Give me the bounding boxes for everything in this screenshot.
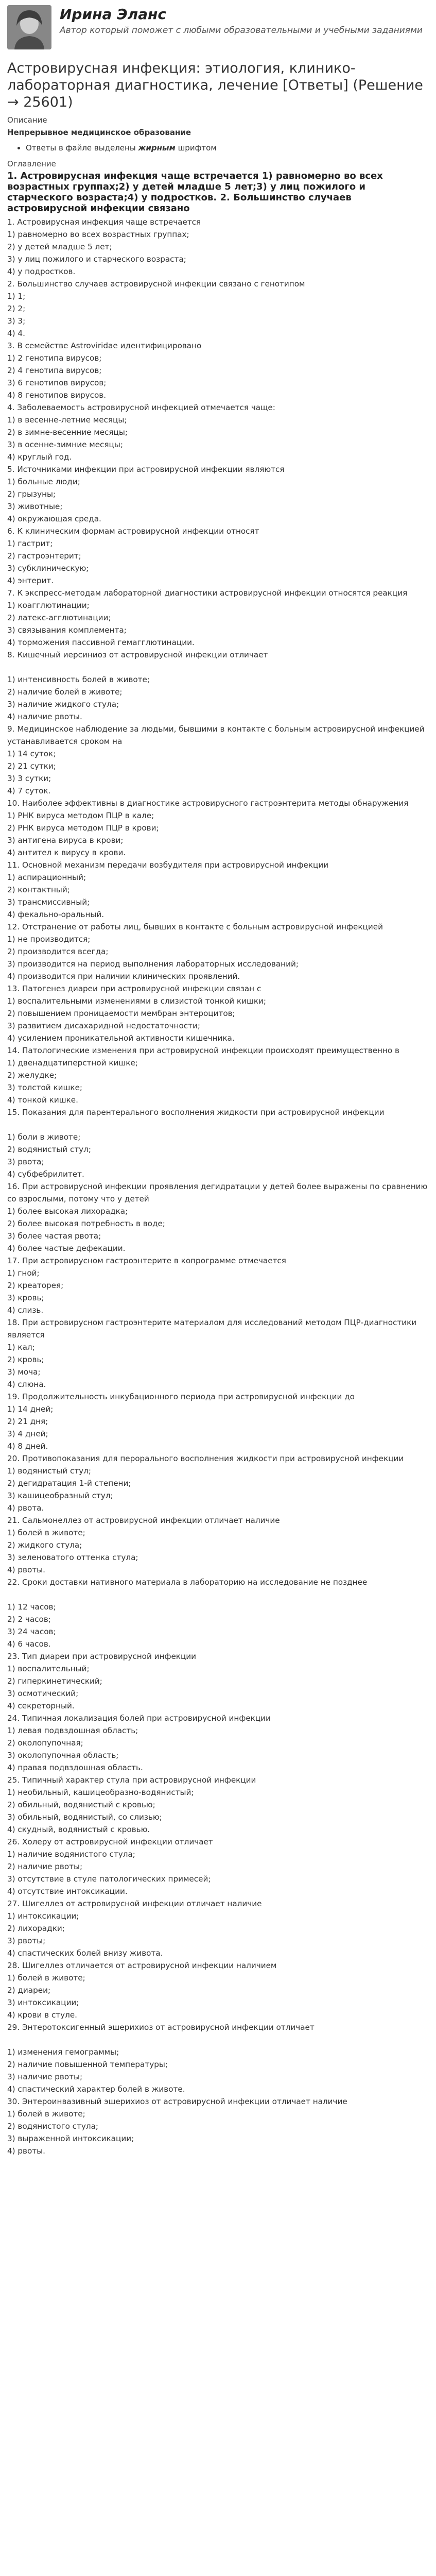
content-line: 1) коагглютинации; — [7, 601, 90, 610]
content-line: 1) воспалительными изменениями в слизистой тонкой кишки; — [7, 996, 267, 1006]
content-line: 3) околопупочная область; — [7, 1751, 119, 1760]
content-line: 2) желудке; — [7, 1071, 57, 1080]
content-line: 3) субклиническую; — [7, 564, 89, 573]
content-line: 2) кровь; — [7, 1355, 44, 1364]
content-line: 2) околопупочная; — [7, 1738, 83, 1748]
content-line: 9. Медицинское наблюдение за людьми, бывшими в контакте с больным астровирусной инфекцией устанавливается сроком на — [7, 724, 425, 746]
content-line: 3) рвоты; — [7, 1936, 46, 1945]
content-line: 1) 2 генотипа вирусов; — [7, 353, 102, 363]
content-line: 3) развитием дисахаридной недостаточности; — [7, 1021, 200, 1030]
content-line: 3) животные; — [7, 502, 63, 511]
content-line: 2. Большинство случаев астровирусной инфекции связано с генотипом — [7, 279, 305, 289]
content-line: 4) крови в стуле. — [7, 2010, 78, 2020]
content-line: 2) контактный; — [7, 885, 70, 894]
content-line: 3) зеленоватого оттенка стула; — [7, 1553, 138, 1562]
content-line: 2) 2; — [7, 304, 26, 313]
content-line: 23. Тип диареи при астровирусной инфекции — [7, 1652, 197, 1661]
content-line: 4) скудный, водянистый с кровью. — [7, 1825, 150, 1834]
content-line: 1. Астровирусная инфекция чаще встречается — [7, 217, 201, 227]
content-line: 1) болей в животе; — [7, 1973, 85, 1982]
content-line: 3) моча; — [7, 1367, 41, 1377]
content-line: 2) жидкого стула; — [7, 1540, 82, 1550]
notes-list — [7, 142, 429, 154]
content-line: 4) производится при наличии клинических проявлений. — [7, 972, 240, 981]
content-line: 24. Типичная локализация болей при астровирусной инфекции — [7, 1714, 271, 1723]
content-line: 16. При астровирусной инфекции проявления дегидратации у детей более выражены по сравнению со взрослыми, потому что у детей — [7, 1182, 428, 1204]
toc-label: Оглавление — [7, 159, 56, 168]
content-line: 28. Шигеллез отличается от астровирусной инфекции наличием — [7, 1961, 277, 1970]
content-line: 2) 2 часов; — [7, 1615, 51, 1624]
content-line: 4. Заболеваемость астровирусной инфекцией отмечается чаще: — [7, 403, 275, 412]
content-line: 1) двенадцатиперстной кишке; — [7, 1058, 138, 1067]
content-line: 4) тонкой кишке. — [7, 1095, 78, 1105]
content-line: 2) в зимне-весенние месяцы; — [7, 428, 128, 437]
note-bold: жирным — [138, 143, 176, 152]
content-line: 26. Холеру от астровирусной инфекции отличает — [7, 1837, 213, 1846]
content-line: 2) у детей младше 5 лет; — [7, 242, 112, 251]
content-line: 1) водянистый стул; — [7, 1466, 91, 1476]
content-line: 2) креаторея; — [7, 1281, 64, 1290]
content-line: 3) рвота; — [7, 1157, 44, 1166]
content-line: 3) отсутствие в стуле патологических примесей; — [7, 1874, 211, 1884]
content-line: 19. Продолжительность инкубационного периода при астровирусной инфекции до — [7, 1392, 355, 1401]
content-line: 2) наличие повышенной температуры; — [7, 2060, 168, 2069]
content-line: 4) рвоты. — [7, 1565, 45, 1574]
content-line: 2) 4 генотипа вирусов; — [7, 366, 102, 375]
content-line: 1) 12 часов; — [7, 1602, 56, 1612]
note-prefix: Ответы в файле выделены — [26, 143, 138, 152]
content-line: 30. Энтероинвазивный эшерихиоз от астровирусной инфекции отличает наличие — [7, 2097, 347, 2106]
content-line: 3) 4 дней; — [7, 1429, 48, 1438]
author-description: Автор который поможет с любыми образовательными и учебными заданиями — [60, 25, 423, 36]
content-line: 3) осмотический; — [7, 1689, 79, 1698]
content-line: 4) 7 суток. — [7, 786, 51, 795]
content-line: 3) толстой кишке; — [7, 1083, 83, 1092]
content-line: 4) рвота. — [7, 1503, 44, 1513]
content-line: 4) энтерит. — [7, 576, 54, 585]
content-lines — [7, 216, 429, 2157]
content-line: 3. В семействе Astroviridae идентифицировано — [7, 341, 202, 350]
avatar — [7, 5, 51, 49]
author-block — [7, 5, 429, 49]
content-line: 27. Шигеллез от астровирусной инфекции отличает наличие — [7, 1899, 262, 1908]
content-line: 1) болей в животе; — [7, 2109, 85, 2119]
content-line: 21. Сальмонеллез от астровирусной инфекции отличает наличие — [7, 1516, 280, 1525]
content-line: 2) более высокая потребность в воде; — [7, 1219, 165, 1228]
content-line: 1) 14 дней; — [7, 1404, 54, 1414]
content-line: 3) производится на период выполнения лабораторных исследований; — [7, 959, 299, 969]
content-line: 3) более частая рвота; — [7, 1231, 101, 1241]
content-line: 1) болей в животе; — [7, 1528, 85, 1537]
content-line: 4) у подростков. — [7, 267, 76, 276]
content-line: 25. Типичный характер стула при астровирусной инфекции — [7, 1775, 256, 1785]
content-line: 4) торможения пассивной гемагглютинации. — [7, 638, 195, 647]
content-line: 1) РНК вируса методом ПЦР в кале; — [7, 811, 154, 820]
page-title: Астровирусная инфекция: этиология, клинико-лабораторная диагностика, лечение [Ответы] (Решение → 25601) — [7, 60, 423, 110]
content-line: 1) левая подвздошная область; — [7, 1726, 138, 1735]
content-line: 2) водянистый стул; — [7, 1145, 91, 1154]
content-line: 3) антигена вируса в крови; — [7, 836, 124, 845]
content-line: 4) секреторный. — [7, 1701, 75, 1710]
content-line: 3) 3 сутки; — [7, 774, 51, 783]
content-line: 15. Показания для парентерального восполнения жидкости при астровирусной инфекции — [7, 1108, 385, 1117]
content-line: 1) аспирационный; — [7, 873, 86, 882]
content-line: 1) необильный, кашицеобразно-водянистый; — [7, 1788, 194, 1797]
content-line — [7, 1118, 429, 1131]
content-line: 1) гастрит; — [7, 539, 53, 548]
content-line: 2) наличие рвоты; — [7, 1862, 83, 1871]
content-line — [7, 2033, 429, 2046]
content-line: 3) кровь; — [7, 1293, 44, 1302]
note-item — [26, 142, 429, 154]
content-line: 5. Источниками инфекции при астровирусной инфекции являются — [7, 465, 285, 474]
content-line: 4) наличие рвоты. — [7, 712, 82, 721]
content-line: 4) отсутствие интоксикации. — [7, 1887, 128, 1896]
content-line: 1) гной; — [7, 1268, 40, 1278]
content-line: 11. Основной механизм передачи возбудителя при астровирусной инфекции — [7, 860, 329, 870]
content-line: 1) изменения гемограммы; — [7, 2047, 119, 2057]
author-name[interactable]: Ирина Эланс — [60, 6, 166, 23]
content-line: 2) повышением проницаемости мембран энтероцитов; — [7, 1009, 235, 1018]
note-suffix: шрифтом — [175, 143, 217, 152]
content-line: 2) грызуны; — [7, 489, 56, 499]
content-line: 1) равномерно во всех возрастных группах; — [7, 230, 189, 239]
content-line: 3) наличие жидкого стула; — [7, 700, 119, 709]
content-line: 3) связывания комплемента; — [7, 625, 127, 635]
content-line: 2) гастроэнтерит; — [7, 551, 81, 561]
content-line: 1) более высокая лихорадка; — [7, 1207, 128, 1216]
content-line: 20. Противопоказания для перорального восполнения жидкости при астровирусной инфекции — [7, 1454, 404, 1463]
content-line: 4) спастических болей внизу живота. — [7, 1948, 163, 1958]
content-line: 4) 4. — [7, 329, 25, 338]
content-line: 1) больные люди; — [7, 477, 80, 486]
content-line: 3) в осенне-зимние месяцы; — [7, 440, 123, 449]
content-line: 2) латекс-агглютинации; — [7, 613, 111, 622]
description-label: Описание — [7, 115, 47, 125]
content-line: 6. К клиническим формам астровирусной инфекции относят — [7, 527, 259, 536]
content-line: 1) воспалительный; — [7, 1664, 90, 1673]
content-line: 10. Наиболее эффективны в диагностике астровирусного гастроэнтерита методы обнаружения — [7, 799, 409, 808]
lead-summary: 1. Астровирусная инфекция чаще встречается 1) равномерно во всех возрастных группах;2) у детей младше 5 лет;3) у лиц пожилого и старческого возраста;4) у подростков. 2. Большинство случаев астровирусной инфекции связано — [7, 171, 383, 214]
content-line: 1) не производится; — [7, 935, 91, 944]
content-line: 2) гиперкинетический; — [7, 1676, 102, 1686]
content-line: 4) 6 часов. — [7, 1639, 51, 1649]
content-line: 2) водянистого стула; — [7, 2122, 98, 2131]
content-line: 3) трансмиссивный; — [7, 897, 90, 907]
content-line: 4) спастический характер болей в животе. — [7, 2084, 185, 2094]
content-line: 4) рвоты. — [7, 2146, 45, 2156]
content-line: 4) круглый год. — [7, 452, 72, 462]
content-line: 2) лихорадки; — [7, 1924, 65, 1933]
content-line: 3) обильный, водянистый, со слизью; — [7, 1812, 162, 1822]
content-line: 2) дегидратация 1-й степени; — [7, 1479, 131, 1488]
content-line: 4) слизь. — [7, 1306, 44, 1315]
content-line: 7. К экспресс-методам лабораторной диагностики астровирусной инфекции относятся реакция — [7, 588, 408, 598]
content-line: 4) правая подвздошная область. — [7, 1763, 143, 1772]
content-line: 4) фекально-оральный. — [7, 910, 104, 919]
content-line: 2) 21 дня; — [7, 1417, 48, 1426]
content-line: 3) 6 генотипов вирусов; — [7, 378, 107, 387]
content-line: 4) усилением проникательной активности кишечника. — [7, 1033, 235, 1043]
content-line: 1) кал; — [7, 1343, 35, 1352]
content-line: 2) диареи; — [7, 1986, 51, 1995]
content-line: 4) окружающая среда. — [7, 514, 101, 523]
content-line: 17. При астровирусном гастроэнтерите в копрограмме отмечается — [7, 1256, 286, 1265]
content-line: 4) более частые дефекации. — [7, 1244, 126, 1253]
content-line: 3) кашицеобразный стул; — [7, 1491, 113, 1500]
content-line: 1) боли в животе; — [7, 1132, 81, 1142]
content-line: 3) 24 часов; — [7, 1627, 56, 1636]
content-line: 4) слюна. — [7, 1380, 46, 1389]
content-line: 1) в весенне-летние месяцы; — [7, 415, 127, 425]
content-line: 29. Энтеротоксигенный эшерихиоз от астровирусной инфекции отличает — [7, 2023, 315, 2032]
content-line: 14. Патологические изменения при астровирусной инфекции происходят преимущественно в — [7, 1046, 399, 1055]
content-line: 2) 21 сутки; — [7, 761, 56, 771]
content-line: 3) наличие рвоты; — [7, 2072, 83, 2081]
content-line: 1) наличие водянистого стула; — [7, 1850, 135, 1859]
content-line — [7, 1588, 429, 1601]
content-line: 2) РНК вируса методом ПЦР в крови; — [7, 823, 159, 833]
content-line: 18. При астровирусном гастроэнтерите материалом для исследований методом ПЦР-диагностики является — [7, 1318, 417, 1340]
content-line: 1) интенсивность болей в животе; — [7, 675, 150, 684]
content-line: 3) интоксикации; — [7, 1998, 79, 2007]
content-line: 4) 8 генотипов вирусов. — [7, 391, 107, 400]
content-line: 4) 8 дней. — [7, 1442, 48, 1451]
content-line: 2) наличие болей в животе; — [7, 687, 123, 697]
content-line: 3) выраженной интоксикации; — [7, 2134, 134, 2143]
content-line: 2) производится всегда; — [7, 947, 109, 956]
content-line: 12. Отстранение от работы лиц, бывших в контакте с больным астровирусной инфекцией — [7, 922, 383, 931]
category-label: Непрерывное медицинское образование — [7, 128, 191, 137]
content-line: 3) у лиц пожилого и старческого возраста; — [7, 255, 186, 264]
content-line: 4) субфебрилитет. — [7, 1170, 84, 1179]
content-line: 1) 1; — [7, 292, 26, 301]
content-line — [7, 661, 429, 673]
content-line: 1) 14 суток; — [7, 749, 56, 758]
content-line: 13. Патогенез диареи при астровирусной инфекции связан с — [7, 984, 261, 993]
content-line: 1) интоксикации; — [7, 1911, 79, 1921]
content-line: 3) 3; — [7, 316, 26, 326]
content-line: 8. Кишечный иерсиниоз от астровирусной инфекции отличает — [7, 650, 268, 659]
content-line: 22. Сроки доставки нативного материала в лабораторию на исследование не позднее — [7, 1578, 368, 1587]
content-line: 4) антител к вирусу в крови. — [7, 848, 126, 857]
content-line: 2) обильный, водянистый с кровью; — [7, 1800, 155, 1809]
